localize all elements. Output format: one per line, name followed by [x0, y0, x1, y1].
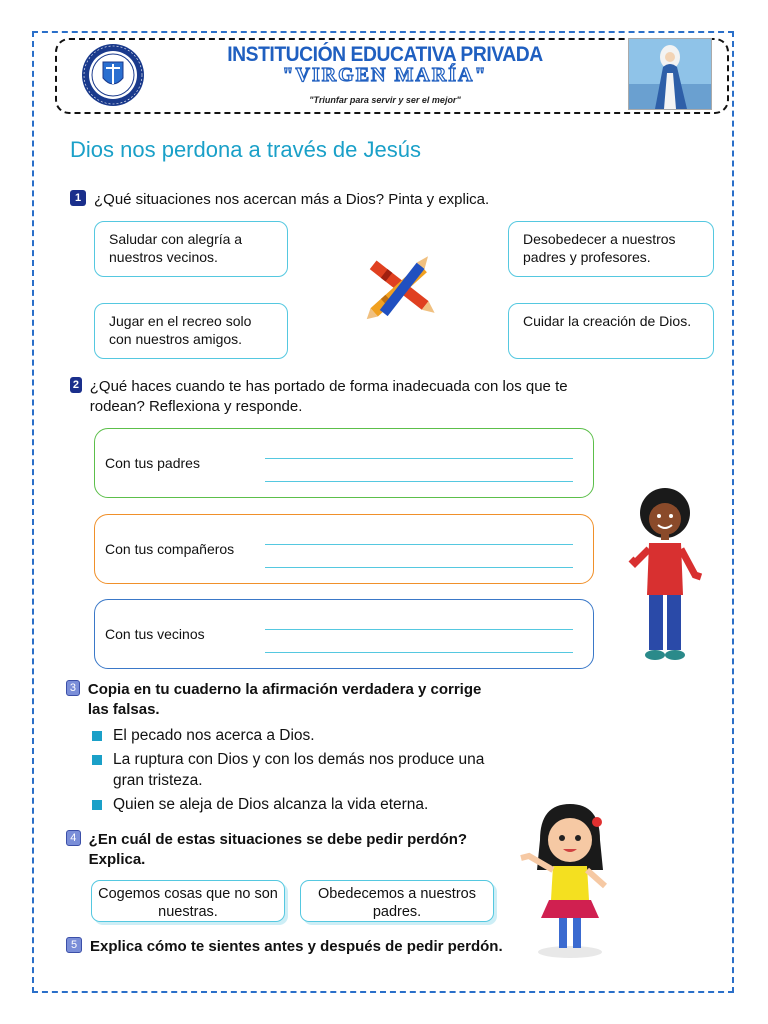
answer-label-neighbors: Con tus vecinos: [105, 626, 205, 642]
question-5-text: Explica cómo te sientes antes y después de pedir perdón.: [90, 938, 503, 955]
institution-motto: "Triunfar para servir y ser el mejor": [309, 95, 461, 105]
school-seal-logo: [78, 42, 148, 108]
answer-line: [265, 629, 573, 630]
q3-statement: El pecado nos acerca a Dios.: [92, 725, 492, 746]
q1-option-greet[interactable]: Saludar con alegría a nuestros vecinos.: [94, 221, 288, 277]
question-2: [70, 377, 600, 417]
question-1: [70, 190, 489, 210]
answer-line: [265, 544, 573, 545]
answer-line: [265, 481, 573, 482]
virgin-mary-image: [628, 38, 712, 110]
question-2-text: ¿Qué haces cuando te has portado de forma inadecuada con los que te rodean? Reflexiona y responde.: [89, 378, 568, 415]
question-5-number: 5: [66, 937, 82, 953]
q1-option-disobey[interactable]: Desobedecer a nuestros padres y profesores.: [508, 221, 714, 277]
q4-situation-taking[interactable]: Cogemos cosas que no son nuestras.: [91, 880, 285, 922]
girl-illustration: [515, 800, 620, 960]
question-5: [66, 937, 516, 957]
q3-statements-list: [92, 725, 492, 818]
answer-box-classmates[interactable]: [94, 514, 594, 584]
q4-situation-obeying[interactable]: Obedecemos a nuestros padres.: [300, 880, 494, 922]
boy-illustration: [625, 485, 707, 665]
question-3-text: Copia en tu cuaderno la afirmación verdadera y corrige las falsas.: [87, 681, 482, 718]
crayons-icon: [355, 248, 450, 328]
question-2-number: 2: [70, 377, 82, 393]
question-4-text: ¿En cuál de estas situaciones se debe pedir perdón? Explica.: [88, 831, 468, 868]
question-1-text: ¿Qué situaciones nos acercan más a Dios? Pinta y explica.: [94, 191, 490, 208]
q3-statement: Quien se aleja de Dios alcanza la vida eterna.: [92, 794, 492, 815]
answer-box-parents[interactable]: [94, 428, 594, 498]
question-1-number: 1: [70, 190, 86, 206]
question-3-number: 3: [66, 680, 80, 696]
question-4: [66, 830, 486, 870]
page-title: Dios nos perdona a través de Jesús: [70, 137, 421, 162]
institution-title: INSTITUCIÓN EDUCATIVA PRIVADA: [227, 43, 543, 66]
answer-label-classmates: Con tus compañeros: [105, 541, 235, 557]
question-4-number: 4: [66, 830, 81, 846]
q1-option-play[interactable]: Jugar en el recreo solo con nuestros amigos.: [94, 303, 288, 359]
q3-statement: La ruptura con Dios y con los demás nos produce una gran tristeza.: [92, 749, 492, 791]
answer-line: [265, 652, 573, 653]
q1-option-care[interactable]: Cuidar la creación de Dios.: [508, 303, 714, 359]
question-3: [66, 680, 486, 720]
answer-line: [265, 458, 573, 459]
answer-box-neighbors[interactable]: [94, 599, 594, 669]
answer-line: [265, 567, 573, 568]
institution-name: "VIRGEN MARÍA": [282, 64, 488, 86]
answer-label-parents: Con tus padres: [105, 455, 200, 471]
